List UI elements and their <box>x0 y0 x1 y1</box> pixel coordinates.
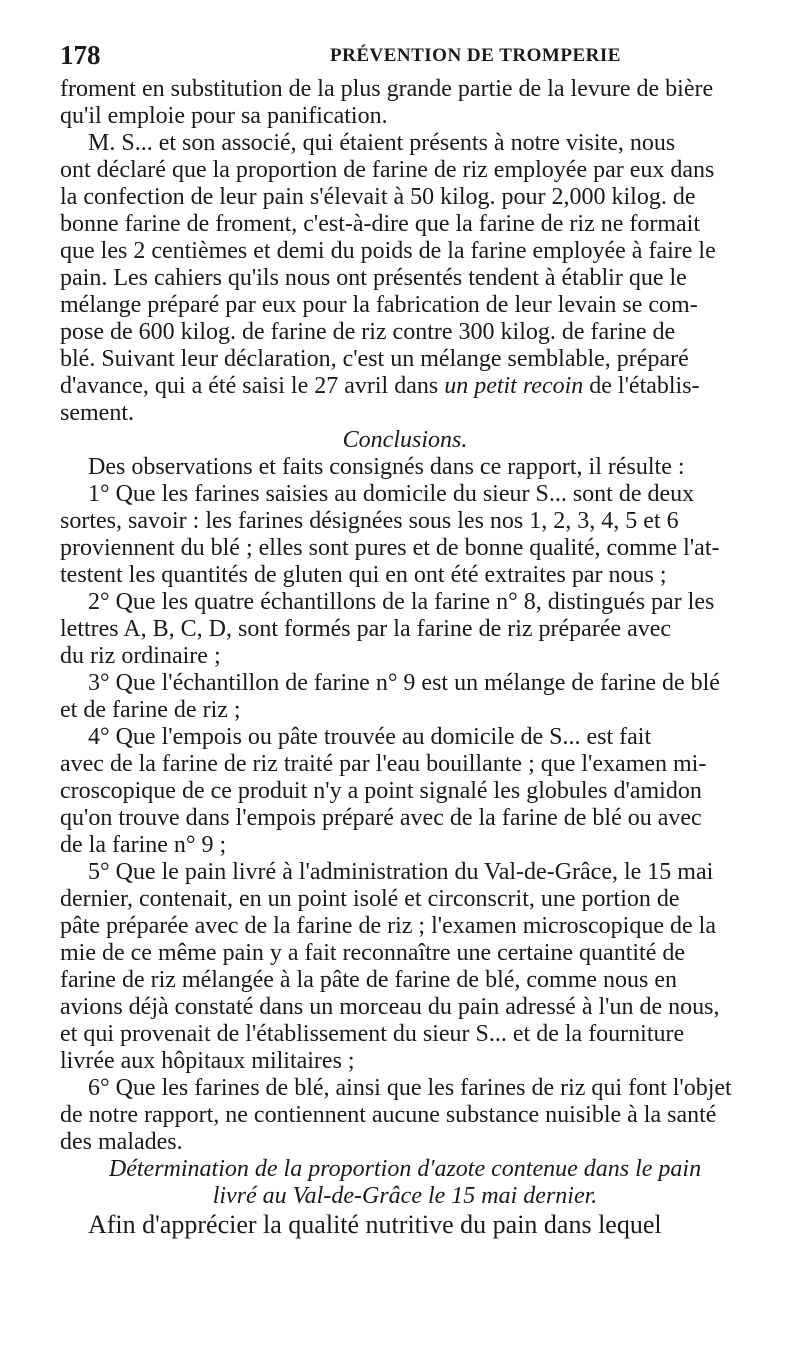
text-line: froment en substitution de la plus grande partie de la levure de bière <box>60 76 714 102</box>
text-line: 6° Que les farines de blé, ainsi que les farines de riz qui font l'objet <box>88 1075 732 1101</box>
body-text <box>60 76 750 1240</box>
text-line: 5° Que le pain livré à l'administration du Val-de-Grâce, le 15 mai <box>88 859 714 885</box>
text-line: pâte préparée avec de la farine de riz ; l'examen microscopique de la <box>60 913 716 939</box>
text-line: pose de 600 kilog. de farine de riz contre 300 kilog. de farine de <box>60 319 676 345</box>
section-heading-azote: Détermination de la proportion d'azote contenue dans le pain <box>108 1156 702 1182</box>
text-line: M. S... et son associé, qui étaient présents à notre visite, nous <box>88 130 676 156</box>
text-line: dernier, contenait, en un point isolé et circonscrit, une portion de <box>60 886 680 912</box>
text-line: la confection de leur pain s'élevait à 50 kilog. pour 2,000 kilog. de <box>60 184 696 210</box>
text-line: de notre rapport, ne contiennent aucune substance nuisible à la santé <box>60 1102 717 1128</box>
text-segment: de l'établis- <box>583 373 700 399</box>
text-line: testent les quantités de gluten qui en ont été extraites par nous ; <box>60 562 667 588</box>
text-line: avec de la farine de riz traité par l'eau bouillante ; que l'examen mi- <box>60 751 707 777</box>
text-line: farine de riz mélangée à la pâte de farine de blé, comme nous en <box>60 967 678 993</box>
text-line: sement. <box>60 400 134 426</box>
page-header <box>60 40 750 76</box>
text-line: ont déclaré que la proportion de farine de riz employée par eux dans <box>60 157 715 183</box>
text-line: 2° Que les quatre échantillons de la farine n° 8, distingués par les <box>88 589 715 615</box>
text-line: Afin d'apprécier la qualité nutritive du pain dans lequel <box>88 1210 662 1239</box>
text-line: mélange préparé par eux pour la fabrication de leur levain se com- <box>60 292 698 318</box>
text-line: bonne farine de froment, c'est-à-dire que la farine de riz ne formait <box>60 211 701 237</box>
text-line: livrée aux hôpitaux militaires ; <box>60 1048 355 1074</box>
section-heading-azote-line2: livré au Val-de-Grâce le 15 mai dernier. <box>212 1183 598 1209</box>
text-line: qu'on trouve dans l'empois préparé avec de la farine de blé ou avec <box>60 805 702 831</box>
italic-phrase: un petit recoin <box>444 373 584 399</box>
text-line: sortes, savoir : les farines désignées sous les nos 1, 2, 3, 4, 5 et 6 <box>60 508 679 534</box>
text-line: proviennent du blé ; elles sont pures et de bonne qualité, comme l'at- <box>60 535 720 561</box>
text-line: qu'il emploie pour sa panification. <box>60 103 388 129</box>
text-line: pain. Les cahiers qu'ils nous ont présentés tendent à établir que le <box>60 265 687 291</box>
text-line: des malades. <box>60 1129 183 1155</box>
text-line: et de farine de riz ; <box>60 697 241 723</box>
text-line: que les 2 centièmes et demi du poids de la farine employée à faire le <box>60 238 716 264</box>
text-line: croscopique de ce produit n'y a point signalé les globules d'amidon <box>60 778 702 804</box>
text-line: Des observations et faits consignés dans ce rapport, il résulte : <box>88 454 685 480</box>
text-line-mixed <box>60 373 750 400</box>
section-heading-conclusions: Conclusions. <box>342 427 468 453</box>
text-line: avions déjà constaté dans un morceau du pain adressé à l'un de nous, <box>60 994 720 1020</box>
text-line: de la farine n° 9 ; <box>60 832 227 858</box>
running-title: PRÉVENTION DE TROMPERIE <box>330 45 621 66</box>
text-line: lettres A, B, C, D, sont formés par la farine de riz préparée avec <box>60 616 672 642</box>
text-segment: d'avance, qui a été saisi le 27 avril dans <box>60 373 439 399</box>
text-line: 4° Que l'empois ou pâte trouvée au domicile de S... est fait <box>88 724 652 750</box>
text-line: blé. Suivant leur déclaration, c'est un mélange semblable, préparé <box>60 346 689 372</box>
text-line: et qui provenait de l'établissement du sieur S... et de la fourniture <box>60 1021 685 1047</box>
text-line: 1° Que les farines saisies au domicile du sieur S... sont de deux <box>88 481 695 507</box>
page-number: 178 <box>60 40 101 70</box>
text-line: 3° Que l'échantillon de farine n° 9 est un mélange de farine de blé <box>88 670 720 696</box>
text-line: mie de ce même pain y a fait reconnaître une certaine quantité de <box>60 940 686 966</box>
text-line: du riz ordinaire ; <box>60 643 221 669</box>
